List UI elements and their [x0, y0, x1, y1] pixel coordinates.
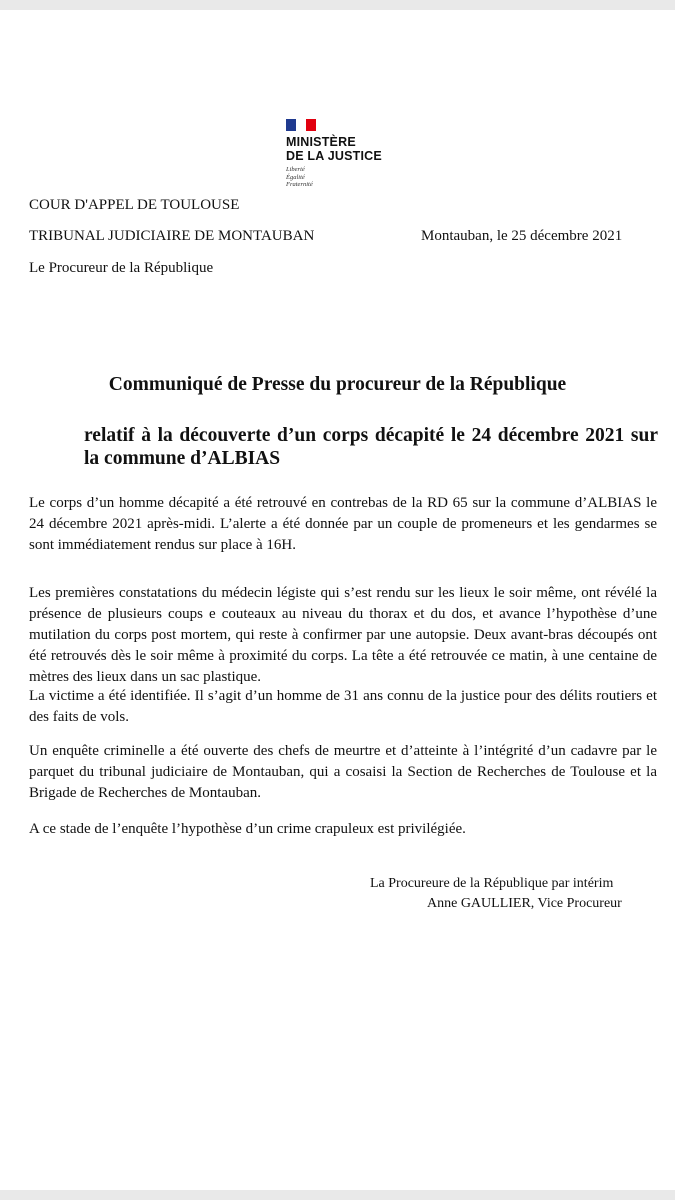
ministry-logo — [281, 114, 405, 194]
signature-title: La Procureure de la République par intérim — [370, 876, 614, 891]
place-date: Montauban, le 25 décembre 2021 — [421, 228, 623, 244]
tribunal-name: TRIBUNAL JUDICIAIRE DE MONTAUBAN — [29, 228, 315, 244]
document-page — [0, 10, 675, 1190]
paragraph-discovery: Le corps d’un homme décapité a été retrouvé en contrebas de la RD 65 sur la commune d’ALBIAS le 24 décembre 2021 après-midi. L’alerte a été donnée par un couple de promeneurs et les gendarmes se sont immédiatement rendus sur place à 16H. — [29, 495, 657, 553]
paragraph-hypothesis: A ce stade de l’enquête l’hypothèse d’un crime crapuleux est privilégiée. — [29, 821, 466, 837]
ministry-name-line2: DE LA JUSTICE — [286, 149, 382, 163]
flag-icon — [286, 119, 316, 131]
motto-liberte: Liberté — [286, 166, 305, 173]
ministry-name-line1: MINISTÈRE — [286, 135, 356, 149]
motto-fraternite: Fraternité — [286, 181, 313, 188]
press-release-title: Communiqué de Presse du procureur de la République — [108, 374, 567, 395]
author-title: Le Procureur de la République — [29, 260, 214, 276]
paragraph-investigation: Un enquête criminelle a été ouverte des chefs de meurtre et d’atteinte à l’intégrité d’un cadavre par le parquet du tribunal judiciaire de Montauban, qui a cosaisi la Section de Recherches de Toulouse et la Brigade de Recherches de Montauban. — [29, 743, 657, 801]
republic-motto — [286, 166, 313, 189]
press-release-subtitle: relatif à la découverte d’un corps décapité le 24 décembre 2021 sur la commune d’ALBIAS — [84, 425, 658, 469]
paragraph-victim: La victime a été identifiée. Il s’agit d’un homme de 31 ans connu de la justice pour des délits routiers et des faits de vols. — [29, 688, 657, 725]
ministry-name — [286, 135, 382, 163]
court-name: COUR D'APPEL DE TOULOUSE — [29, 197, 240, 213]
signature-name: Anne GAULLIER, Vice Procureur — [427, 896, 622, 911]
paragraph-findings: Les premières constatations du médecin légiste qui s’est rendu sur les lieux le soir même, ont révélé la présence de plusieurs coups e couteaux au niveau du thorax et du dos, et avance l’hypothèse d’une mutilation du corps post mortem, qui reste à confirmer par une autopsie. Deux avant-bras découpés ont été retrouvés dès le soir même à proximité du corps. La tête a été retrouvée ce matin, à une centaine de mètres des lieux dans un sac plastique. — [29, 585, 657, 685]
motto-egalite: Égalité — [286, 173, 305, 181]
